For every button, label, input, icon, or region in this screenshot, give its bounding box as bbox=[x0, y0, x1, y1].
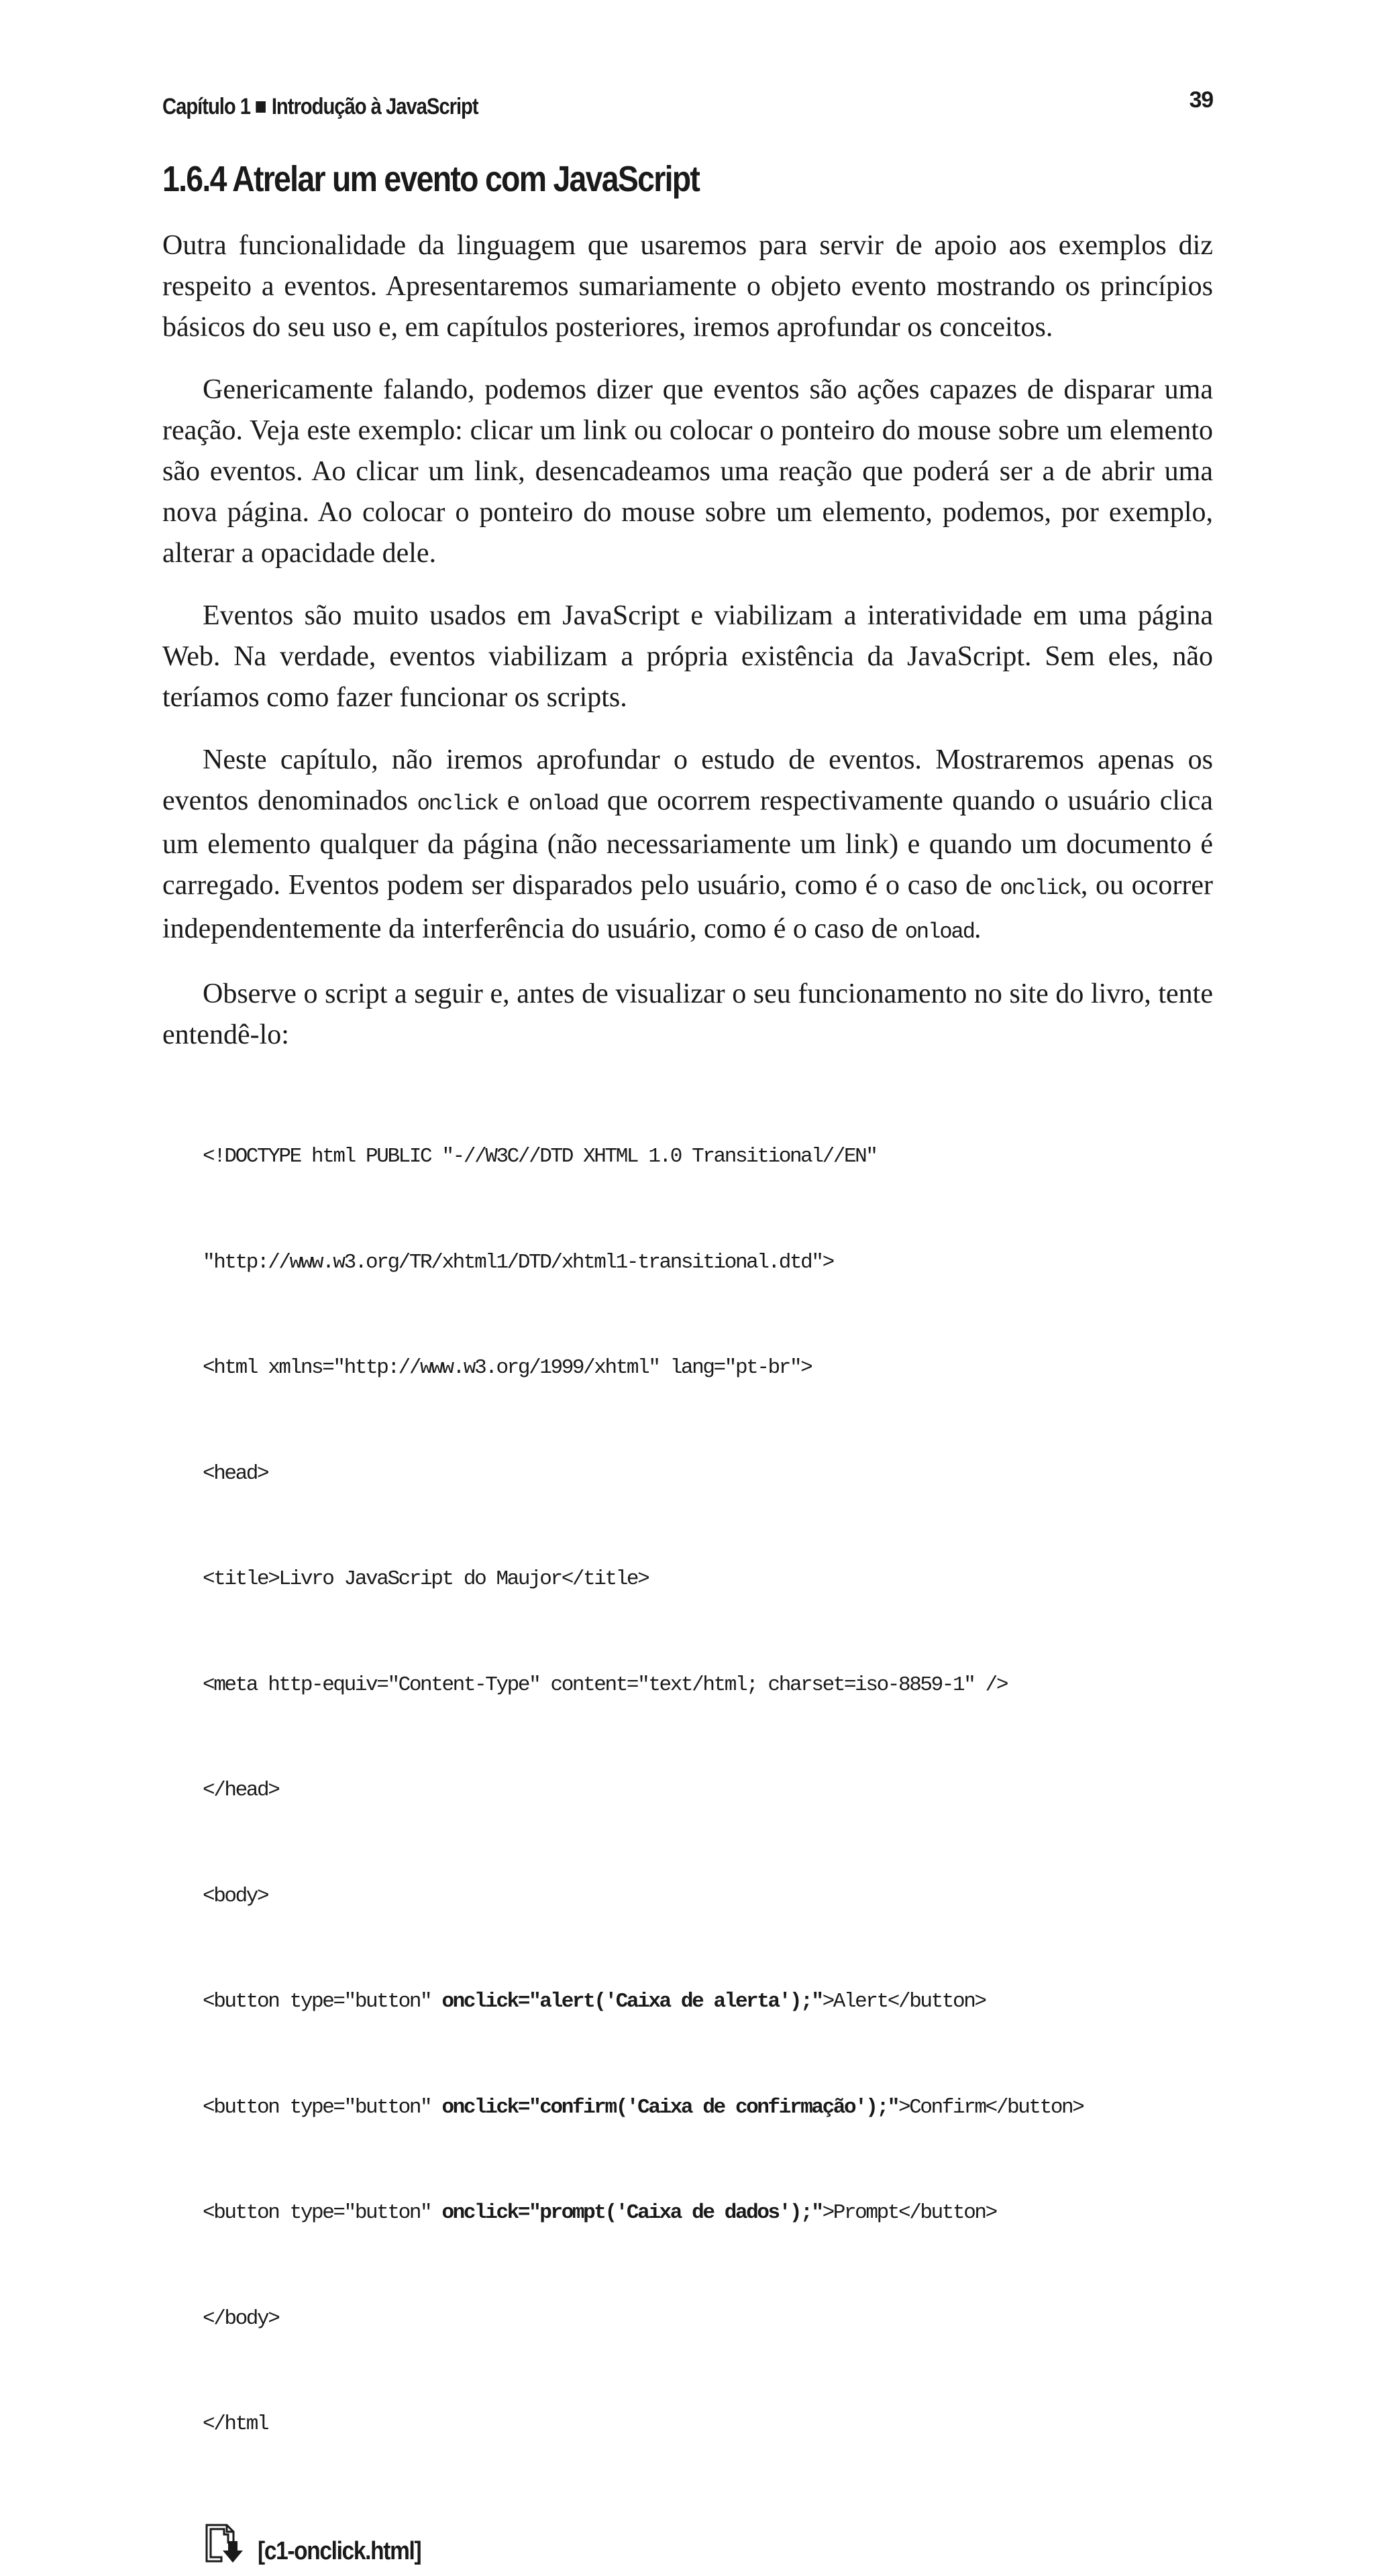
code-line: <meta http-equiv="Content-Type" content="text/html; charset=iso-8859-1" /> bbox=[203, 1673, 1008, 1697]
code-line-alert bbox=[203, 1984, 1213, 2020]
paragraph-4-text-5: . bbox=[973, 913, 982, 944]
paragraph-4-text-1: Neste capítulo, não iremos aprofundar o estudo de eventos. Mostraremos apenas os eventos denominados bbox=[162, 744, 1213, 816]
paragraph-3: Eventos são muito usados em JavaScript e viabilizam a interatividade em uma página Web. Na verdade, eventos viabilizam a própria existência da JavaScript. Sem eles, não teríamos como fazer funcionar os scripts. bbox=[162, 600, 1213, 713]
code-part: <button type="button" bbox=[203, 2095, 442, 2119]
download-icon bbox=[201, 2522, 246, 2567]
code-part: <button type="button" bbox=[203, 2201, 442, 2225]
chapter-heading bbox=[162, 94, 478, 120]
code-line: <body> bbox=[203, 1884, 268, 1908]
paragraph-2: Genericamente falando, podemos dizer que eventos são ações capazes de disparar uma reação. Veja este exemplo: clicar um link ou colocar o ponteiro do mouse sobre um elemento são eventos. Ao clicar um link, desencadeamos uma reação que poderá ser a de abrir uma nova página. Ao colocar o ponteiro do mouse sobre um elemento, podemos, por exemplo, alterar a opacidade dele. bbox=[162, 374, 1213, 569]
code-part: >Prompt</button> bbox=[822, 2201, 996, 2225]
paragraph-4-text-2: e bbox=[498, 785, 529, 816]
code-line: <html xmlns="http://www.w3.org/1999/xhtml" lang="pt-br"> bbox=[203, 1356, 812, 1380]
code-highlight: onclick="prompt('Caixa de dados');" bbox=[441, 2201, 823, 2225]
code-part: >Alert</button> bbox=[822, 1990, 986, 2013]
inline-code-onclick: onclick bbox=[417, 791, 498, 816]
code-line: <head> bbox=[203, 1461, 268, 1486]
code-part: >Confirm</button> bbox=[898, 2095, 1084, 2119]
inline-code-onload-2: onload bbox=[904, 919, 974, 944]
paragraph-5: Observe o script a seguir e, antes de visualizar o seu funcionamento no site do livro, tente entendê-lo: bbox=[162, 978, 1213, 1050]
paragraph-4-text-3: que ocorrem respectivamente quando o usuário clica um elemento qualquer da página (não necessariamente um link) e quando um documento é carregado. Eventos podem ser disparados pelo usuário, como é o caso de bbox=[162, 785, 1213, 901]
code-line: </html bbox=[203, 2412, 268, 2436]
paragraph-1: Outra funcionalidade da linguagem que usaremos para servir de apoio aos exemplos diz respeito a eventos. Apresentaremos sumariamente o objeto evento mostrando os princípios básicos do seu uso e, em capítulos posteriores, iremos aprofundar os conceitos. bbox=[162, 230, 1213, 343]
section-title: 1.6.4 Atrelar um evento com JavaScript bbox=[162, 159, 700, 199]
code-line: "http://www.w3.org/TR/xhtml1/DTD/xhtml1-transitional.dtd"> bbox=[203, 1250, 833, 1274]
paragraph-4-text-4: , ou ocorrer independentemente da interferência do usuário, como é o caso de bbox=[162, 870, 1213, 944]
black-square-icon bbox=[256, 101, 266, 113]
code-line: </head> bbox=[203, 1779, 279, 1802]
download-reference bbox=[201, 2522, 1213, 2576]
book-page bbox=[162, 87, 1213, 2576]
code-line-prompt bbox=[203, 2196, 1213, 2231]
paragraph-4 bbox=[162, 740, 1213, 952]
running-head bbox=[162, 87, 1213, 127]
code-line-confirm bbox=[203, 2090, 1213, 2126]
inline-code-onclick-2: onclick bbox=[1000, 876, 1081, 901]
code-highlight: onclick="alert('Caixa de alerta');" bbox=[441, 1990, 823, 2013]
page-number: 39 bbox=[1189, 87, 1213, 113]
code-listing bbox=[203, 1069, 1213, 2513]
code-line: <!DOCTYPE html PUBLIC "-//W3C//DTD XHTML 1.0 Transitional//EN" bbox=[203, 1145, 877, 1168]
code-part: <button type="button" bbox=[203, 1990, 442, 2013]
code-line: <title>Livro JavaScript do Maujor</title> bbox=[203, 1567, 649, 1591]
chapter-title: Introdução à JavaScript bbox=[271, 94, 478, 119]
code-highlight: onclick="confirm('Caixa de confirmação');" bbox=[441, 2095, 898, 2119]
file-name: [c1-onclick.html] bbox=[258, 2536, 421, 2565]
inline-code-onload: onload bbox=[529, 791, 598, 816]
code-line: </body> bbox=[203, 2306, 279, 2331]
chapter-label: Capítulo 1 bbox=[162, 94, 251, 119]
